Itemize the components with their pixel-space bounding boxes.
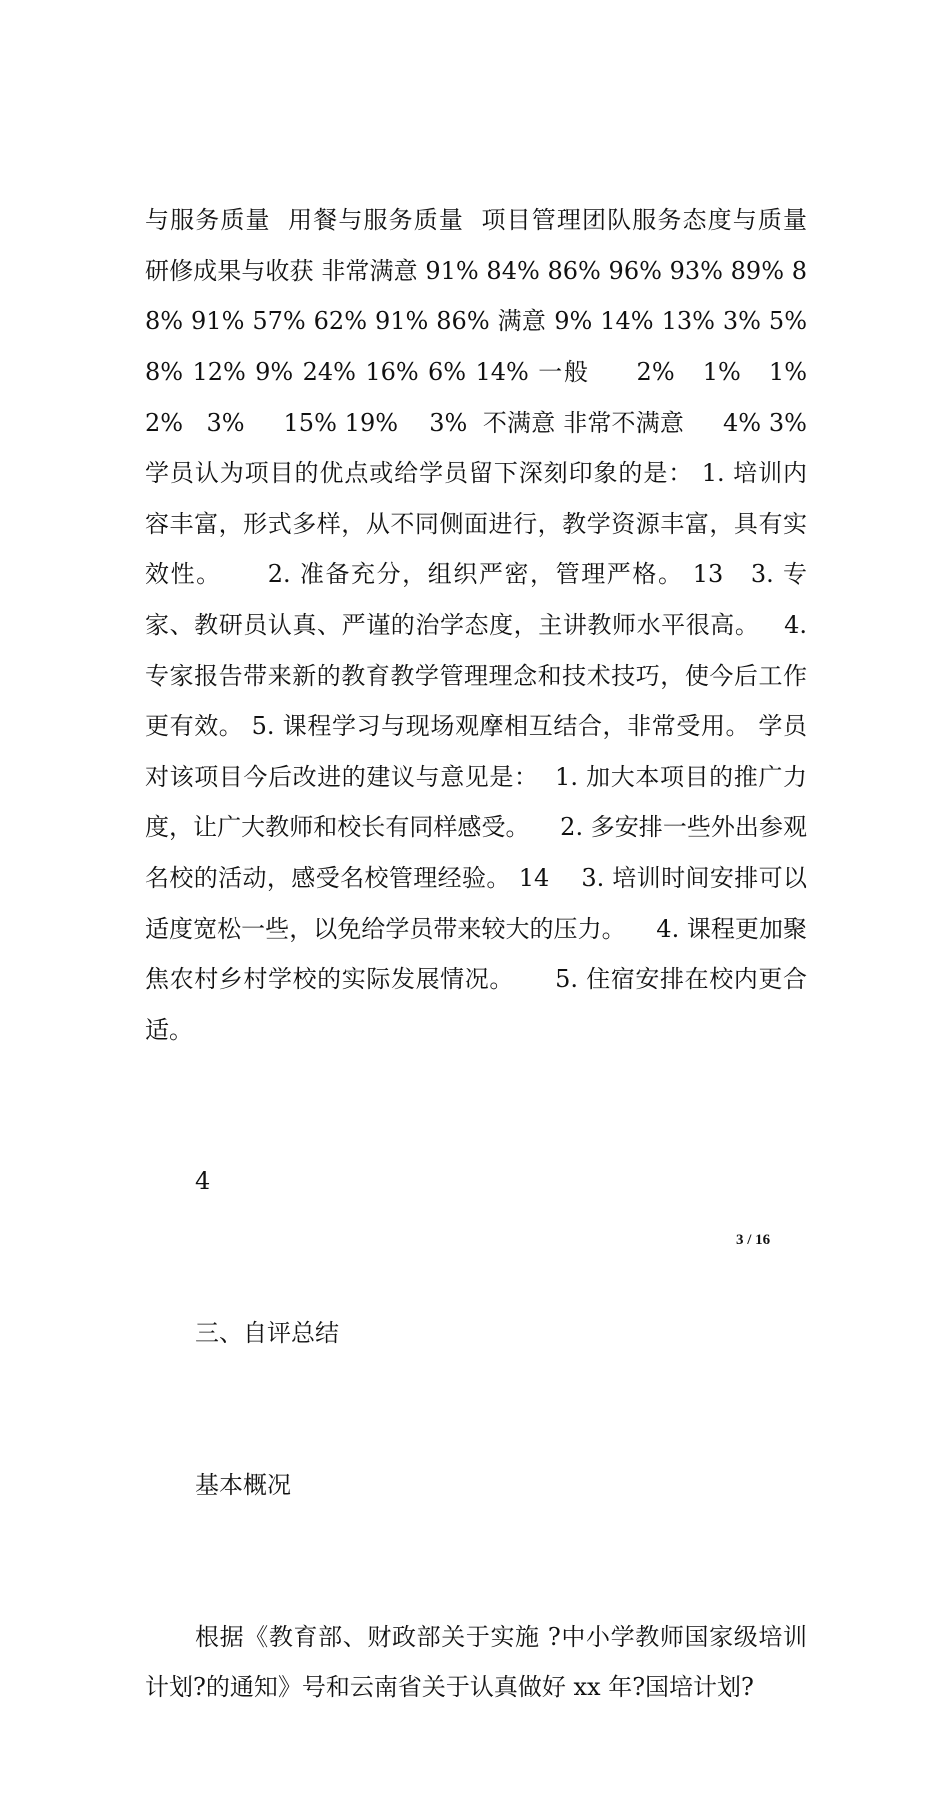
survey-results-paragraph: 与服务质量 用餐与服务质量 项目管理团队服务态度与质量 研修成果与收获 非常满意 91% 84% 86% 96% 93% 89% 88% 91% 57% 62% 91% 86% 满意 9% 14% 13% 3% 5% 8% 12% 9% 24% 16% 6% 14% 一般 2% 1% 1% 2% 3% 15% 19% 3% 不满意 非常不满意 4% 3% 学员认为项目的优点或给学员留下深刻印象的是： 1. 培训内容丰富，形式多样，从不同侧面进行，教学资源丰富，具有实效性。 2. 准备充分，组织严密，管理严格。 13 3. 专家、教研员认真、严谨的治学态度，主讲教师水平很高。 4. 专家报告带来新的教育教学管理理念和技术技巧，使今后工作更有效。 5. 课程学习与现场观摩相互结合，非常受用。 学员对该项目今后改进的建议与意见是： 1. 加大本项目的推广力度，让广大教师和校长有同样感受。 2. 多安排一些外出参观名校的活动，感受名校管理经验。 14 3. 培训时间安排可以适度宽松一些，以免给学员带来较大的压力。 4. 课程更加聚焦农村乡村学校的实际发展情况。 5. 住宿安排在校内更合适。 [145,206,846,1044]
document-body [145,94,846,1814]
overview-paragraph: 根据《教育部、财政部关于实施 ?中小学教师国家级培训计划?的通知》号和云南省关于认真做好 xx 年?国培计划? [145,1622,807,1702]
page-number: 3 / 16 [736,1232,771,1248]
section-heading: 三、自评总结 [195,1319,339,1348]
page-marker: 4 [195,1167,211,1196]
subheading: 基本概况 [195,1471,291,1500]
